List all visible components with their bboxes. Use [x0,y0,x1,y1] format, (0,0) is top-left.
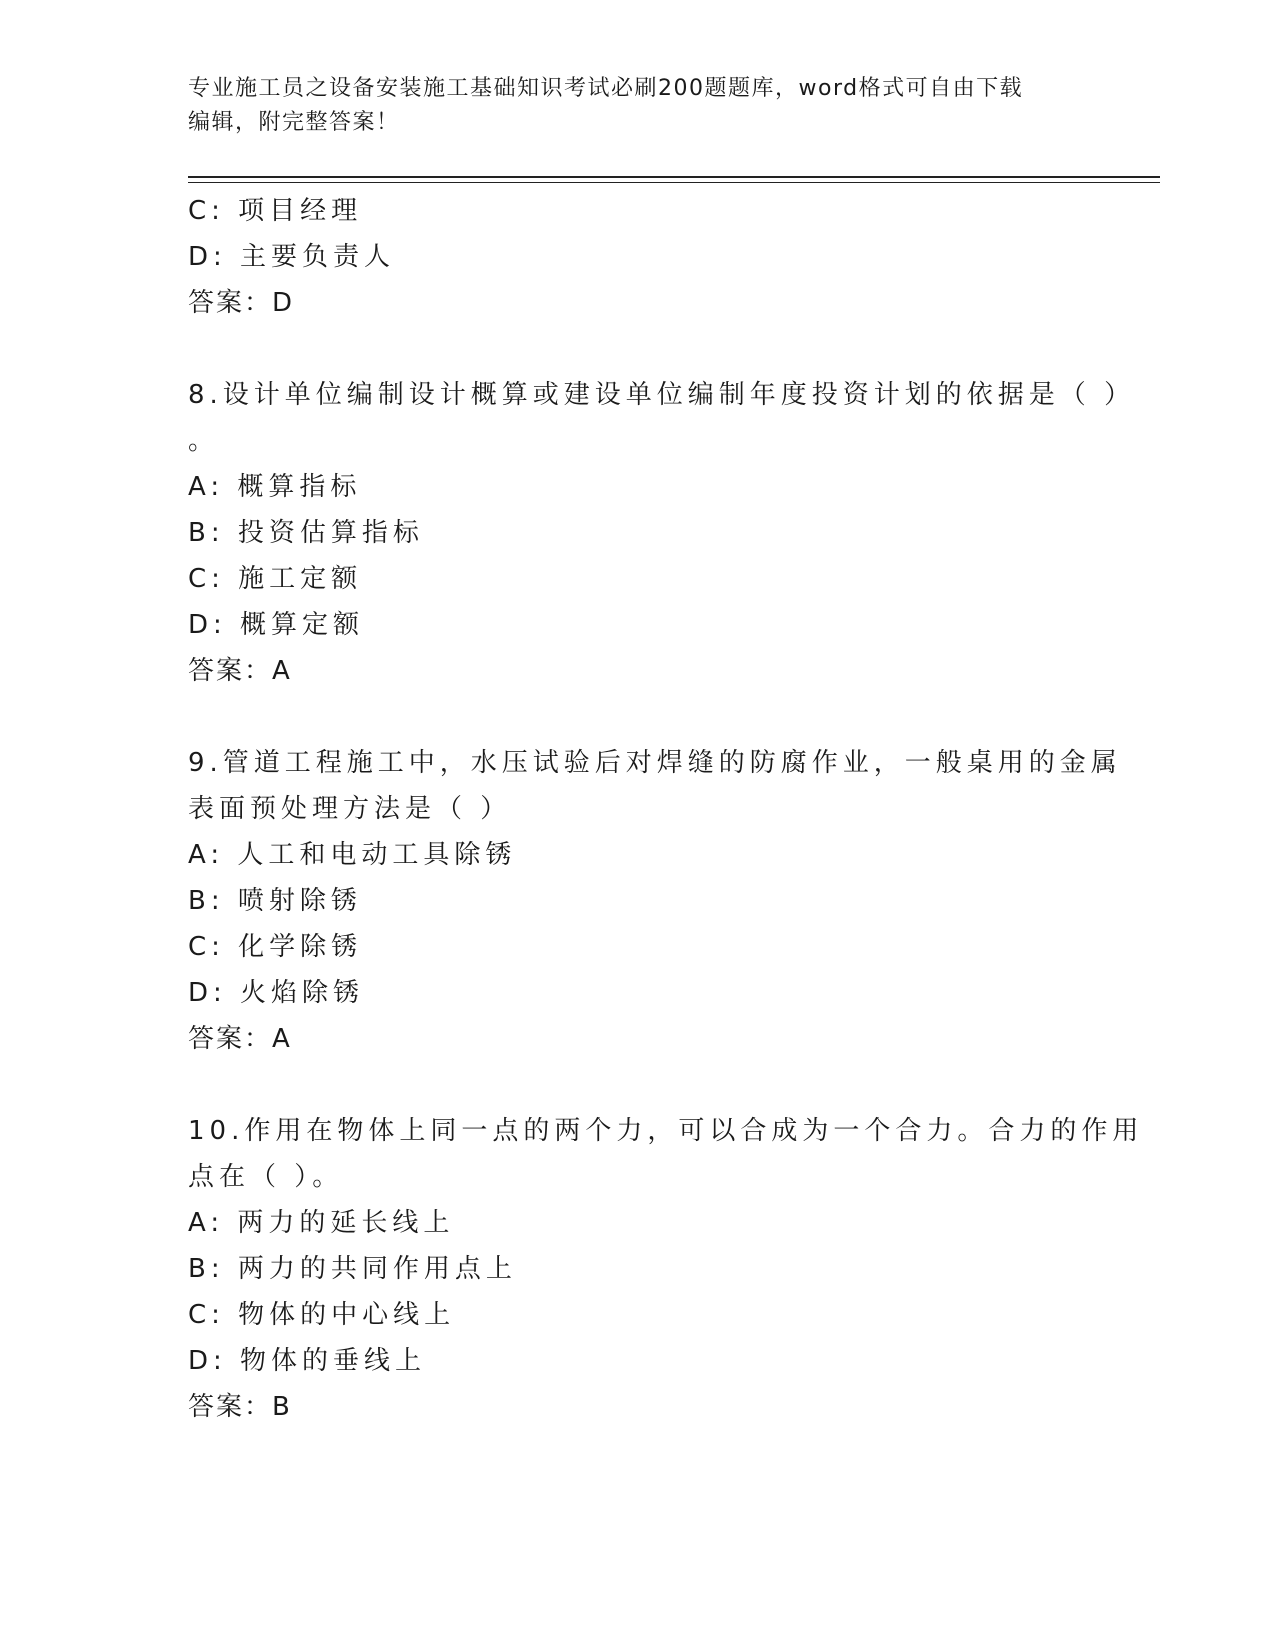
question-text-line: 8.设计单位编制设计概算或建设单位编制年度投资计划的依据是（ ） [188,380,1136,410]
option-b: B: 喷射除锈 [188,886,362,916]
option-a: A: 人工和电动工具除锈 [188,840,517,870]
spacer [188,694,1088,740]
spacer [188,1062,1088,1108]
answer-line: 答案：A [188,656,292,686]
question-text-line: 表面预处理方法是（ ） [188,794,512,824]
question-8 [188,372,1136,694]
option-d: D: 物体的垂线上 [188,1346,427,1376]
header-divider [188,176,1160,183]
answer-line: 答案：A [188,1024,292,1054]
option-c: C: 物体的中心线上 [188,1300,456,1330]
document-header [188,72,1068,140]
option-b: B: 投资估算指标 [188,518,424,548]
option-c: C: 施工定额 [188,564,363,594]
question-10 [188,1108,1144,1430]
question-text-line: 10.作用在物体上同一点的两个力，可以合成为一个合力。合力的作用 [188,1116,1144,1146]
question-text-line: 。 [188,426,220,456]
header-line-2: 编辑，附完整答案！ [188,110,400,135]
question-9 [188,740,1122,1062]
option-b: B: 两力的共同作用点上 [188,1254,517,1284]
spacer [188,326,1088,372]
answer-line: 答案：D [188,288,295,318]
question-text-line: 点在（ ）。 [188,1162,344,1192]
option-c: C: 化学除锈 [188,932,363,962]
option-d: D: 概算定额 [188,610,365,640]
header-line-1: 专业施工员之设备安装施工基础知识考试必刷200题题库，word格式可自由下载 [188,76,1024,101]
option-a: A: 概算指标 [188,472,362,502]
option-c: C: 项目经理 [188,196,363,226]
question-text-line: 9.管道工程施工中，水压试验后对焊缝的防腐作业，一般桌用的金属 [188,748,1122,778]
option-d: D: 火焰除锈 [188,978,365,1008]
document-body [188,188,1144,1430]
previous-question-tail [188,188,1088,326]
option-d: D: 主要负责人 [188,242,396,272]
answer-line: 答案：B [188,1392,292,1422]
option-a: A: 两力的延长线上 [188,1208,455,1238]
